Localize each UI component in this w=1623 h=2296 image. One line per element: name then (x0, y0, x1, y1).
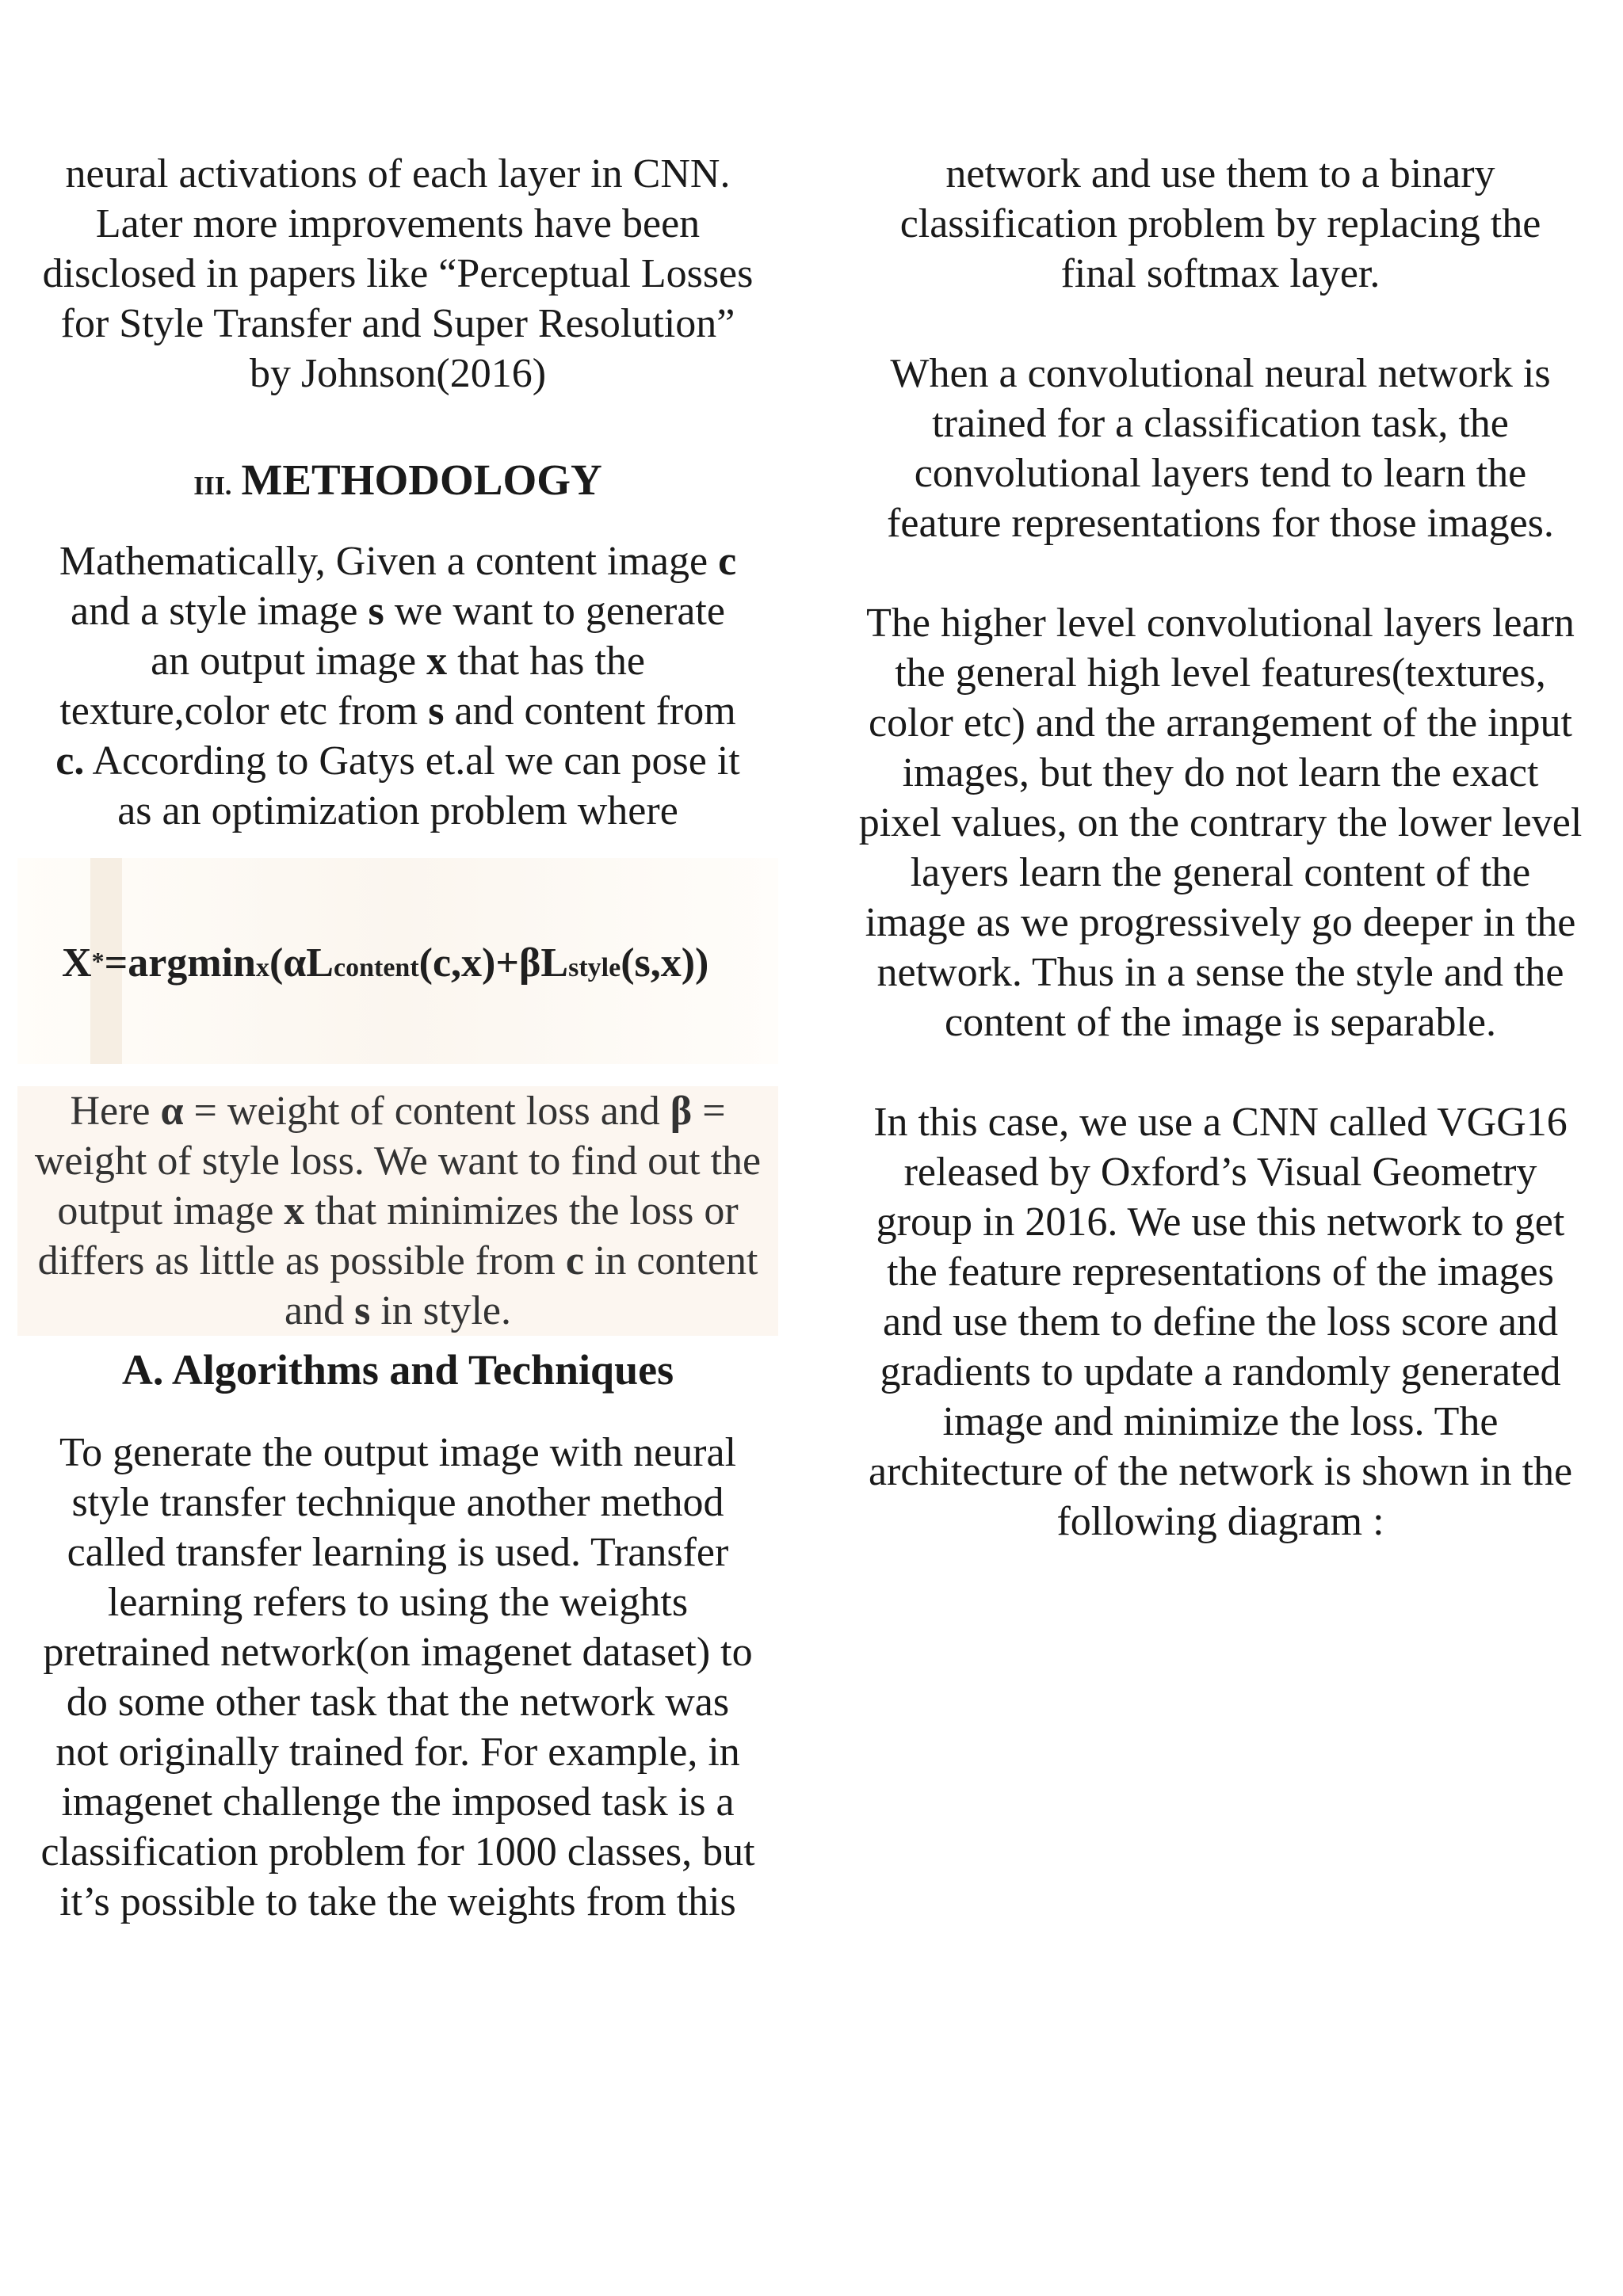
text-line: style transfer technique another method (71, 1480, 724, 1525)
text-line: trained for a classification task, the (932, 401, 1509, 446)
transfer-learning-paragraph (17, 1428, 778, 1927)
text-line: images, but they do not learn the exact (902, 750, 1539, 795)
text-line: gradients to update a randomly generated (880, 1349, 1561, 1394)
methodology-heading (17, 454, 778, 513)
text-line: and a style image s we want to generate (71, 589, 725, 634)
text-line: Later more improvements have been (95, 201, 701, 246)
text-line: The higher level convolutional layers learn (866, 601, 1575, 646)
text-line: by Johnson(2016) (249, 351, 547, 396)
text-line: Mathematically, Given a content image c (59, 539, 737, 584)
text-line: network. Thus in a sense the style and the (876, 950, 1564, 995)
text-line: neural activations of each layer in CNN. (65, 151, 731, 196)
text-line: do some other task that the network was (66, 1680, 730, 1725)
text-line: the general high level features(textures, (895, 650, 1546, 696)
text-line: When a convolutional neural network is (890, 351, 1551, 396)
text-line: To generate the output image with neural (59, 1430, 737, 1475)
vgg16-paragraph (832, 1097, 1609, 1547)
text-line: network and use them to a binary (945, 151, 1495, 196)
text-line: color etc) and the arrangement of the input (869, 700, 1572, 746)
paragraph-gap (832, 1047, 1609, 1097)
left-column (17, 149, 778, 1927)
continuation-paragraph (832, 149, 1609, 299)
text-line: not originally trained for. For example, in (55, 1730, 740, 1775)
convolutional-paragraph (832, 349, 1609, 548)
optimization-equation: X*=argminx(αLcontent(c,x)+βLstyle(s,x)) (62, 940, 709, 986)
text-line: In this case, we use a CNN called VGG16 (873, 1100, 1568, 1145)
text-line: imagenet challenge the imposed task is a (61, 1779, 735, 1825)
subsection-heading: A. Algorithms and Techniques (121, 1346, 674, 1394)
right-column (832, 149, 1609, 1547)
math-paragraph (17, 536, 778, 836)
text-line: texture,color etc from s and content from (59, 688, 736, 734)
text-line: pixel values, on the contrary the lower level (858, 800, 1583, 845)
text-line: and use them to define the loss score and (883, 1299, 1558, 1344)
text-line: layers learn the general content of the (910, 850, 1531, 895)
intro-paragraph (17, 149, 778, 399)
text-line: the feature representations of the images (887, 1249, 1554, 1295)
section-number: III. (193, 471, 232, 501)
text-line: weight of style loss. We want to find out the (34, 1138, 762, 1184)
weights-paragraph (17, 1086, 778, 1336)
text-line: as an optimization problem where (117, 788, 678, 833)
text-line: image and minimize the loss. The (942, 1399, 1499, 1444)
text-line: classification problem for 1000 classes, but (40, 1829, 755, 1875)
equation-block (17, 858, 778, 1064)
text-line: image as we progressively go deeper in the (865, 900, 1576, 945)
paragraph-gap (832, 548, 1609, 598)
text-line: learning refers to using the weights (107, 1580, 689, 1625)
text-line: final softmax layer. (1060, 251, 1381, 296)
text-line: and s in style. (284, 1288, 511, 1333)
paragraph-gap (832, 299, 1609, 349)
text-line: an output image x that has the (151, 639, 645, 684)
text-line: convolutional layers tend to learn the (914, 451, 1527, 496)
text-line: pretrained network(on imagenet dataset) to (43, 1630, 753, 1675)
text-line: differs as little as possible from c in content (37, 1238, 758, 1283)
text-line: it’s possible to take the weights from this (59, 1879, 736, 1924)
higher-level-paragraph (832, 598, 1609, 1047)
text-line: Here α = weight of content loss and β = (70, 1089, 726, 1134)
text-line: called transfer learning is used. Transfer (67, 1530, 729, 1575)
text-line: architecture of the network is shown in the (868, 1449, 1573, 1494)
text-line: classification problem by replacing the (899, 201, 1541, 246)
text-line: group in 2016. We use this network to get (876, 1199, 1565, 1245)
text-line: released by Oxford’s Visual Geometry (903, 1150, 1537, 1195)
text-line: disclosed in papers like “Perceptual Losses (42, 251, 754, 296)
text-line: for Style Transfer and Super Resolution” (60, 301, 735, 346)
text-line: c. According to Gatys et.al we can pose it (55, 738, 740, 784)
text-line: feature representations for those images. (887, 501, 1554, 546)
text-line: output image x that minimizes the loss or (57, 1188, 739, 1234)
text-line: content of the image is separable. (945, 1000, 1496, 1045)
text-line: following diagram : (1056, 1499, 1384, 1544)
section-title: METHODOLOGY (241, 456, 602, 504)
